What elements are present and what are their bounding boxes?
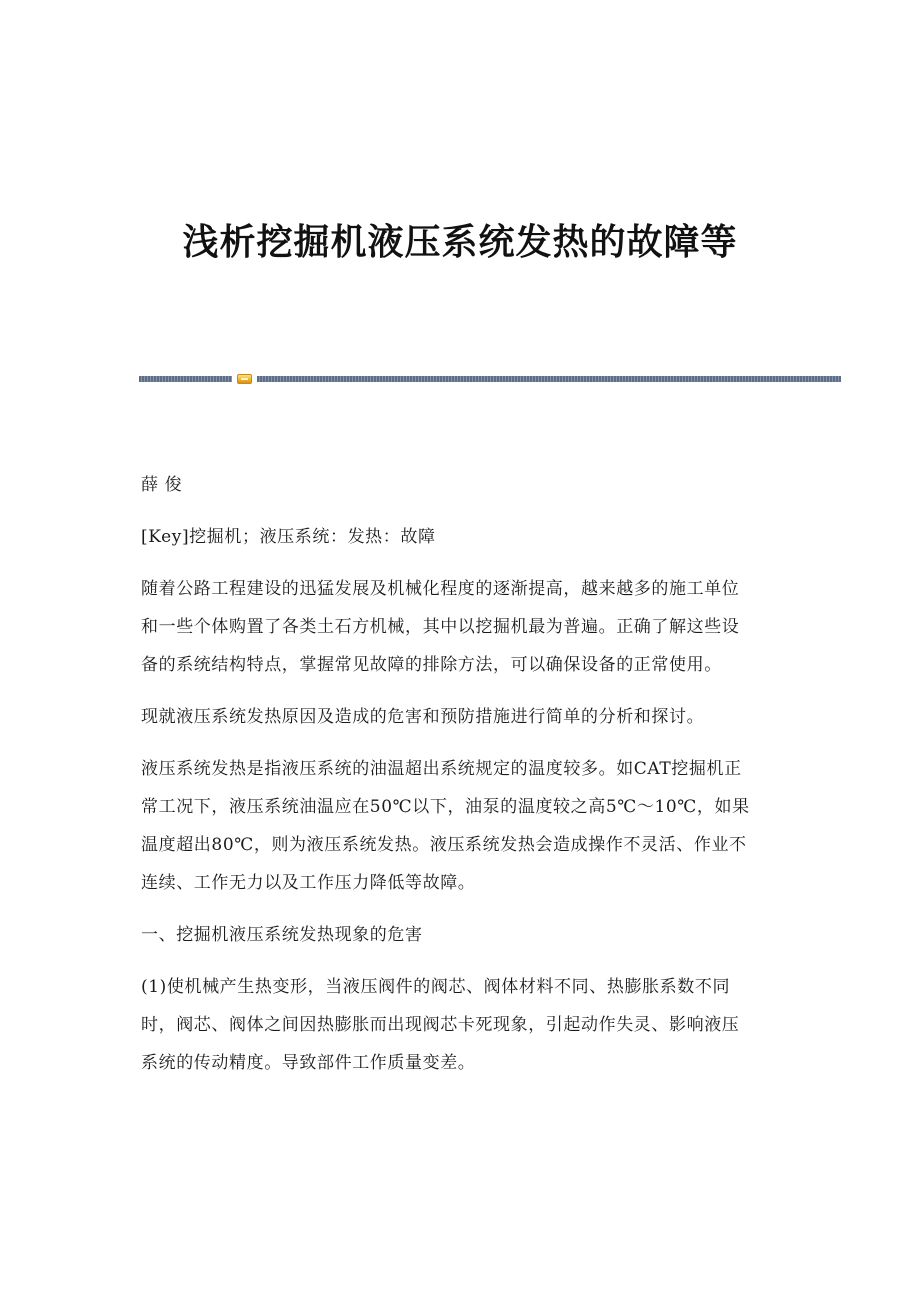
divider-bar-left — [139, 376, 232, 382]
paragraph-line: 连续、工作无力以及工作压力降低等故障。 — [141, 873, 476, 893]
paragraph-line: 温度超出80℃，则为液压系统发热。液压系统发热会造成操作不灵活、作业不 — [141, 835, 747, 855]
keywords: [Key]挖掘机；液压系统：发热：故障 — [141, 527, 436, 547]
divider-ornament-icon — [237, 374, 252, 384]
paragraph — [141, 698, 791, 736]
document-body — [141, 466, 791, 1096]
paragraph-line: 系统的传动精度。导致部件工作质量变差。 — [141, 1053, 476, 1073]
author: 薛 俊 — [141, 475, 183, 495]
paragraph — [141, 750, 791, 902]
section-heading-text: 一、挖掘机液压系统发热现象的危害 — [141, 925, 423, 945]
paragraph-line: 时，阀芯、阀体之间因热膨胀而出现阀芯卡死现象，引起动作失灵、影响液压 — [141, 1015, 740, 1035]
title-divider — [139, 374, 841, 384]
paragraph-line: 随着公路工程建设的迅猛发展及机械化程度的逐渐提高，越来越多的施工单位 — [141, 579, 740, 599]
paragraph-line: 液压系统发热是指液压系统的油温超出系统规定的温度较多。如CAT挖掘机正 — [141, 759, 742, 779]
paragraph-line: 现就液压系统发热原因及造成的危害和预防措施进行简单的分析和探讨。 — [141, 707, 705, 727]
paragraph-line: (1)使机械产生热变形，当液压阀件的阀芯、阀体材料不同、热膨胀系数不同 — [141, 977, 731, 997]
paragraph-line: 备的系统结构特点，掌握常见故障的排除方法，可以确保设备的正常使用。 — [141, 655, 722, 675]
divider-bar-right — [257, 376, 841, 382]
paragraph — [141, 570, 791, 684]
paragraph-line: 和一些个体购置了各类土石方机械，其中以挖掘机最为普遍。正确了解这些设 — [141, 617, 740, 637]
paragraph-line: 常工况下，液压系统油温应在50℃以下，油泵的温度较之高5℃～10℃，如果 — [141, 797, 750, 817]
paragraph — [141, 968, 791, 1082]
section-heading — [141, 916, 791, 954]
document-title: 浅析挖掘机液压系统发热的故障等 — [182, 222, 738, 263]
